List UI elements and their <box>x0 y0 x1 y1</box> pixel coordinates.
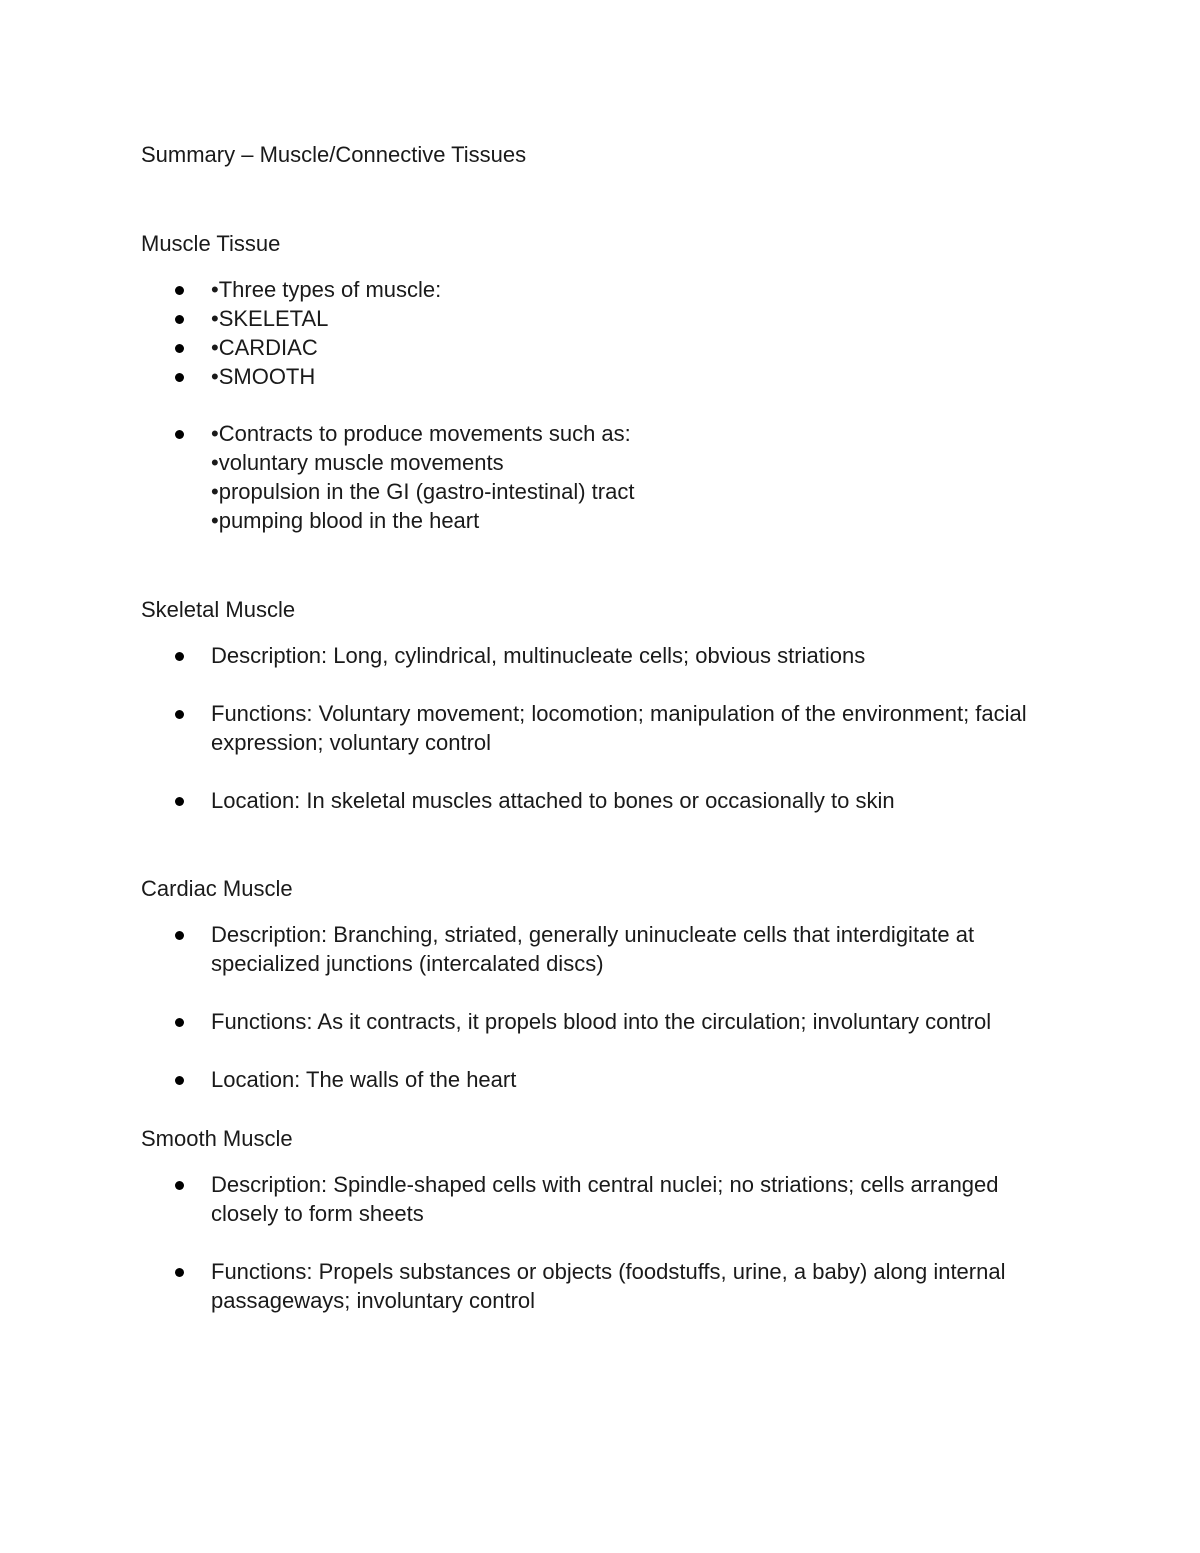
bullet-icon <box>175 344 184 353</box>
list-item: Location: In skeletal muscles attached to bones or occasionally to skin <box>141 786 1061 815</box>
list-item: Description: Spindle-shaped cells with central nuclei; no striations; cells arranged closely to form sheets <box>141 1170 1061 1228</box>
list-item: Location: The walls of the heart <box>141 1065 1061 1094</box>
section-heading-smooth: Smooth Muscle <box>141 1126 293 1151</box>
section-heading-cardiac: Cardiac Muscle <box>141 876 293 901</box>
list-item: •CARDIAC <box>141 333 1061 362</box>
document-page <box>141 140 1061 1315</box>
muscle-types-list <box>141 275 1061 535</box>
bullet-icon <box>175 1181 184 1190</box>
list-item: Description: Long, cylindrical, multinucleate cells; obvious striations <box>141 641 1061 670</box>
bullet-icon <box>175 1076 184 1085</box>
list-item: Functions: Propels substances or objects (foodstuffs, urine, a baby) along internal passageways; involuntary control <box>141 1257 1061 1315</box>
bullet-icon <box>175 1018 184 1027</box>
bullet-icon <box>175 652 184 661</box>
smooth-list <box>141 1170 1061 1315</box>
list-item: •Contracts to produce movements such as: •voluntary muscle movements •propulsion in the GI (gastro-intestinal) tract •pumping blood in the heart <box>141 419 1061 535</box>
list-item: •SKELETAL <box>141 304 1061 333</box>
bullet-icon <box>175 315 184 324</box>
bullet-icon <box>175 931 184 940</box>
page-title: Summary – Muscle/Connective Tissues <box>141 142 527 167</box>
section-heading-muscle-tissue: Muscle Tissue <box>141 231 281 256</box>
list-item: Functions: Voluntary movement; locomotion; manipulation of the environment; facial expression; voluntary control <box>141 699 1061 757</box>
bullet-icon <box>175 430 184 439</box>
list-item: Description: Branching, striated, generally uninucleate cells that interdigitate at specialized junctions (intercalated discs) <box>141 920 1061 978</box>
skeletal-list <box>141 641 1061 815</box>
bullet-icon <box>175 373 184 382</box>
list-item: Functions: As it contracts, it propels blood into the circulation; involuntary control <box>141 1007 1061 1036</box>
section-heading-skeletal: Skeletal Muscle <box>141 597 296 622</box>
list-item: •Three types of muscle: <box>141 275 1061 304</box>
cardiac-list <box>141 920 1061 1094</box>
list-item: •SMOOTH <box>141 362 1061 391</box>
bullet-icon <box>175 710 184 719</box>
bullet-icon <box>175 286 184 295</box>
bullet-icon <box>175 1268 184 1277</box>
bullet-icon <box>175 797 184 806</box>
